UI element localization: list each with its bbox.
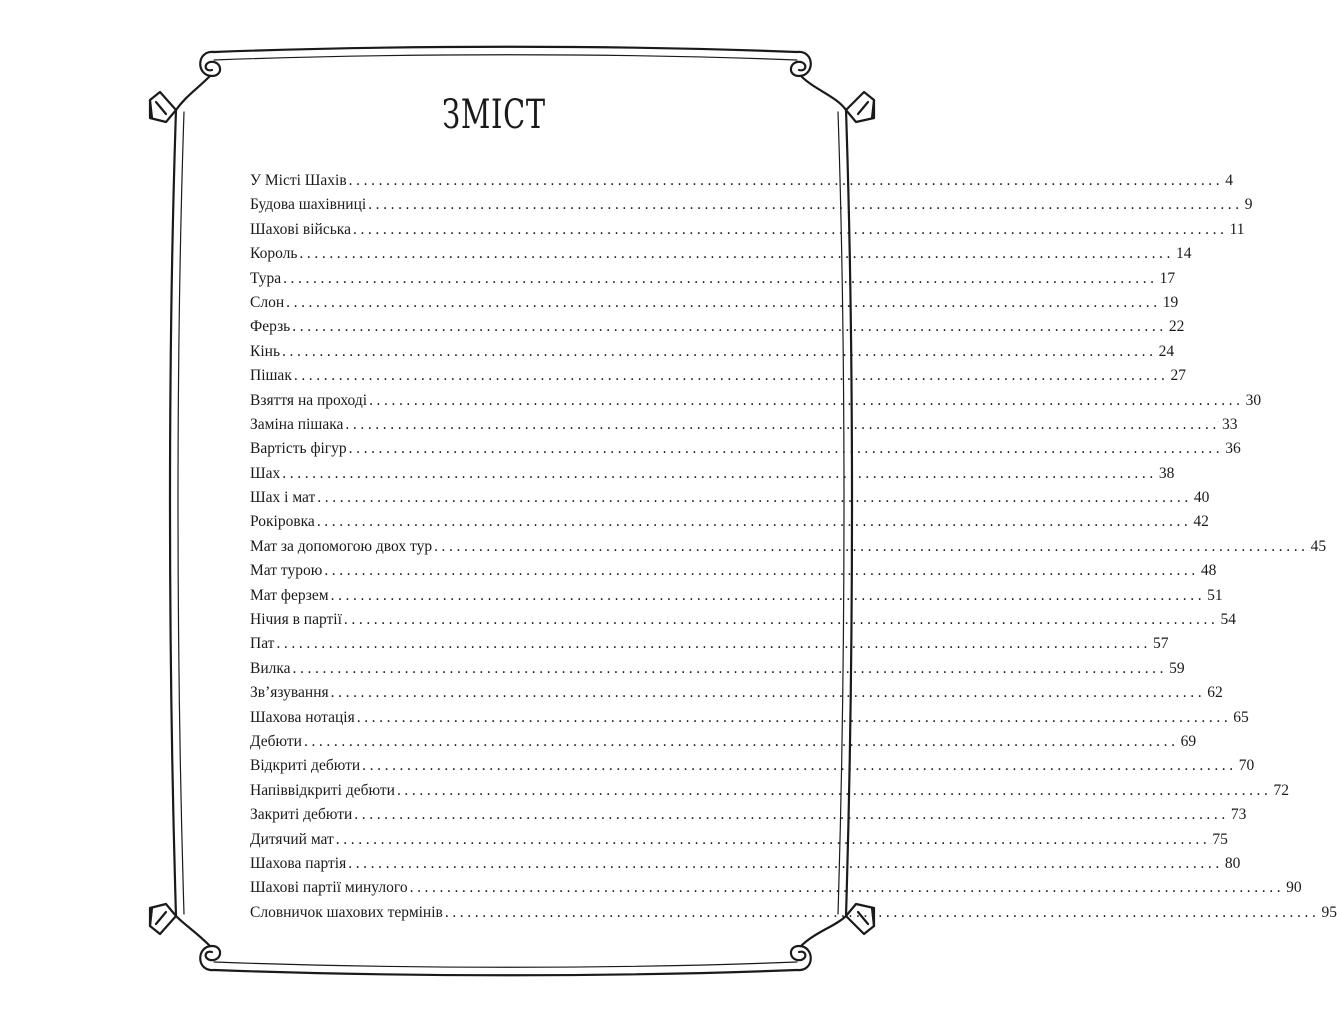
toc-entry <box>250 779 1290 803</box>
toc-entry <box>250 413 1238 437</box>
toc-entry-page-number: 40 <box>1193 489 1210 507</box>
toc-dot-leader: ..................................................................................................................... <box>292 318 1167 336</box>
toc-dot-leader: ..................................................................................................................... <box>434 537 1309 555</box>
toc-dot-leader: ..................................................................................................................... <box>282 342 1157 360</box>
toc-entry-page-number: 30 <box>1245 391 1262 409</box>
toc-dot-leader: ..................................................................................................................... <box>362 757 1237 775</box>
toc-entry-page-number: 90 <box>1286 879 1302 897</box>
toc-entry-title: Мат ферзем <box>250 586 329 604</box>
toc-entry <box>250 584 1223 608</box>
toc-entry-page-number: 70 <box>1238 757 1255 775</box>
toc-entry-title: Взяття на проході <box>250 391 368 409</box>
toc-entry-page-number: 65 <box>1233 708 1249 726</box>
toc-entry-page-number: 4 <box>1225 172 1233 189</box>
toc-entry <box>250 437 1241 461</box>
toc-entry-page-number: 19 <box>1162 293 1179 311</box>
toc-dot-leader: ..................................................................................................................... <box>369 391 1244 409</box>
toc-entry-title: Шах і мат <box>250 489 316 507</box>
toc-dot-leader: ..................................................................................................................... <box>409 879 1285 897</box>
toc-entry <box>250 754 1255 778</box>
toc-entry-title: Напіввідкриті дебюти <box>250 781 395 799</box>
toc-entry-page-number: 17 <box>1159 269 1176 287</box>
toc-entry <box>250 389 1262 413</box>
toc-entry <box>250 657 1185 681</box>
toc-entry-title: Рокіровка <box>250 513 315 531</box>
toc-entry-title: Шахові партії минулого <box>250 879 408 897</box>
toc-dot-leader: ..................................................................................................................... <box>348 854 1223 872</box>
toc-dot-leader: ..................................................................................................................... <box>316 513 1192 531</box>
toc-dot-leader: ..................................................................................................................... <box>352 220 1228 238</box>
toc-entry-title: Словничок шахових термінів <box>250 903 443 921</box>
toc-entry-title: Зв’язування <box>250 684 329 702</box>
toc-entry <box>250 730 1197 754</box>
toc-entry <box>250 535 1327 559</box>
toc-entry <box>250 364 1186 388</box>
toc-entry <box>250 315 1185 339</box>
toc-entry <box>250 608 1236 632</box>
toc-entry-page-number: 11 <box>1229 220 1245 238</box>
toc-entry-title: Король <box>250 245 298 263</box>
toc-entry <box>250 267 1176 291</box>
toc-entry <box>250 681 1223 705</box>
toc-dot-leader: ..................................................................................................................... <box>299 245 1174 263</box>
toc-entry <box>250 852 1241 876</box>
toc-dot-leader: ..................................................................................................................... <box>317 489 1192 507</box>
toc-entry-title: Слон <box>250 293 285 311</box>
toc-entry-page-number: 62 <box>1207 684 1223 702</box>
toc-entry-page-number: 73 <box>1230 806 1247 824</box>
toc-entry-title: Пат <box>250 635 275 653</box>
toc-dot-leader: ..................................................................................................................... <box>330 586 1206 604</box>
toc-entry-title: Дитячий мат <box>250 830 334 848</box>
toc-dot-leader: ..................................................................................................................... <box>330 684 1206 702</box>
toc-entry <box>250 901 1337 925</box>
toc-entry-page-number: 69 <box>1180 732 1197 750</box>
toc-entry-title: Шахові війська <box>250 220 351 238</box>
toc-dot-leader: ..................................................................................................................... <box>286 293 1161 311</box>
toc-entry-page-number: 36 <box>1225 440 1241 458</box>
toc-entry <box>250 291 1179 315</box>
toc-entry <box>250 632 1169 656</box>
toc-entry-title: Закриті дебюти <box>250 806 353 824</box>
toc-entry-page-number: 59 <box>1169 659 1185 677</box>
toc-entry <box>250 193 1253 217</box>
toc-entry-title: Нічия в партії <box>250 611 342 629</box>
toc-entry-title: Мат турою <box>250 562 323 580</box>
toc-entry-page-number: 42 <box>1193 513 1209 531</box>
toc-dot-leader: ..................................................................................................................... <box>356 708 1232 726</box>
toc-dot-leader: ..................................................................................................................... <box>343 611 1219 629</box>
toc-dot-leader: ..................................................................................................................... <box>348 440 1224 458</box>
toc-entry-page-number: 14 <box>1176 245 1192 263</box>
toc-dot-leader: ..................................................................................................................... <box>368 196 1243 214</box>
toc-entry-title: Пішак <box>250 367 292 385</box>
toc-entry-page-number: 33 <box>1221 415 1238 433</box>
toc-dot-leader: ..................................................................................................................... <box>345 415 1220 433</box>
toc-entry-title: Шахова партія <box>250 854 347 872</box>
toc-entry <box>250 340 1175 364</box>
toc-entry-page-number: 95 <box>1321 903 1337 921</box>
toc-entry-page-number: 27 <box>1170 367 1186 385</box>
toc-entry-title: Будова шахівниці <box>250 196 367 214</box>
toc-entry-title: Вартість фігур <box>250 440 347 458</box>
toc-entry-page-number: 54 <box>1220 611 1236 629</box>
table-of-contents <box>250 169 1337 925</box>
toc-dot-leader: ..................................................................................................................... <box>335 830 1211 848</box>
toc-entry-title: Ферзь <box>250 318 291 336</box>
toc-dot-leader: ..................................................................................................................... <box>354 806 1229 824</box>
toc-entry-title: Вилка <box>250 659 291 677</box>
toc-entry-title: Шах <box>250 464 281 482</box>
toc-entry-page-number: 72 <box>1273 781 1290 799</box>
toc-entry-title: Кінь <box>250 342 281 360</box>
toc-dot-leader: ..................................................................................................................... <box>324 562 1199 580</box>
toc-dot-leader: ..................................................................................................................... <box>293 367 1169 385</box>
toc-dot-leader: ..................................................................................................................... <box>276 635 1152 653</box>
toc-entry <box>250 169 1233 193</box>
toc-entry <box>250 462 1175 486</box>
toc-entry <box>250 706 1249 730</box>
toc-dot-leader: ..................................................................................................................... <box>303 732 1179 750</box>
toc-entry-title: Мат за допомогою двох тур <box>250 537 433 555</box>
toc-entry <box>250 510 1209 534</box>
toc-entry-page-number: 22 <box>1168 318 1185 336</box>
toc-entry <box>250 876 1302 900</box>
toc-entry-title: Заміна пішака <box>250 415 344 433</box>
toc-entry-page-number: 38 <box>1158 464 1175 482</box>
toc-entry <box>250 803 1247 827</box>
toc-dot-leader: ..................................................................................................................... <box>396 781 1272 799</box>
toc-entry <box>250 559 1217 583</box>
toc-entry <box>250 242 1192 266</box>
toc-entry <box>250 486 1210 510</box>
toc-entry-page-number: 24 <box>1158 342 1175 360</box>
toc-entry-title: Шахова нотація <box>250 708 355 726</box>
page-title: ЗМІСТ <box>442 92 546 138</box>
toc-dot-leader: ..................................................................................................................... <box>444 903 1320 921</box>
toc-entry-title: Тура <box>250 269 282 287</box>
toc-dot-leader: ..................................................................................................................... <box>348 172 1224 189</box>
toc-entry <box>250 828 1228 852</box>
toc-entry-page-number: 48 <box>1200 562 1217 580</box>
toc-entry-title: Відкриті дебюти <box>250 757 361 775</box>
toc-entry-page-number: 9 <box>1244 196 1253 214</box>
toc-dot-leader: ..................................................................................................................... <box>292 659 1168 677</box>
toc-entry-page-number: 80 <box>1224 854 1241 872</box>
toc-entry-title: Дебюти <box>250 732 302 750</box>
toc-dot-leader: ..................................................................................................................... <box>282 464 1157 482</box>
toc-entry-page-number: 51 <box>1207 586 1223 604</box>
toc-entry-page-number: 75 <box>1212 830 1228 848</box>
toc-dot-leader: ..................................................................................................................... <box>283 269 1158 287</box>
toc-entry-page-number: 45 <box>1310 537 1327 555</box>
toc-entry-title: У Місті Шахів <box>250 172 347 189</box>
toc-entry-page-number: 57 <box>1153 635 1169 653</box>
toc-entry <box>250 218 1245 242</box>
